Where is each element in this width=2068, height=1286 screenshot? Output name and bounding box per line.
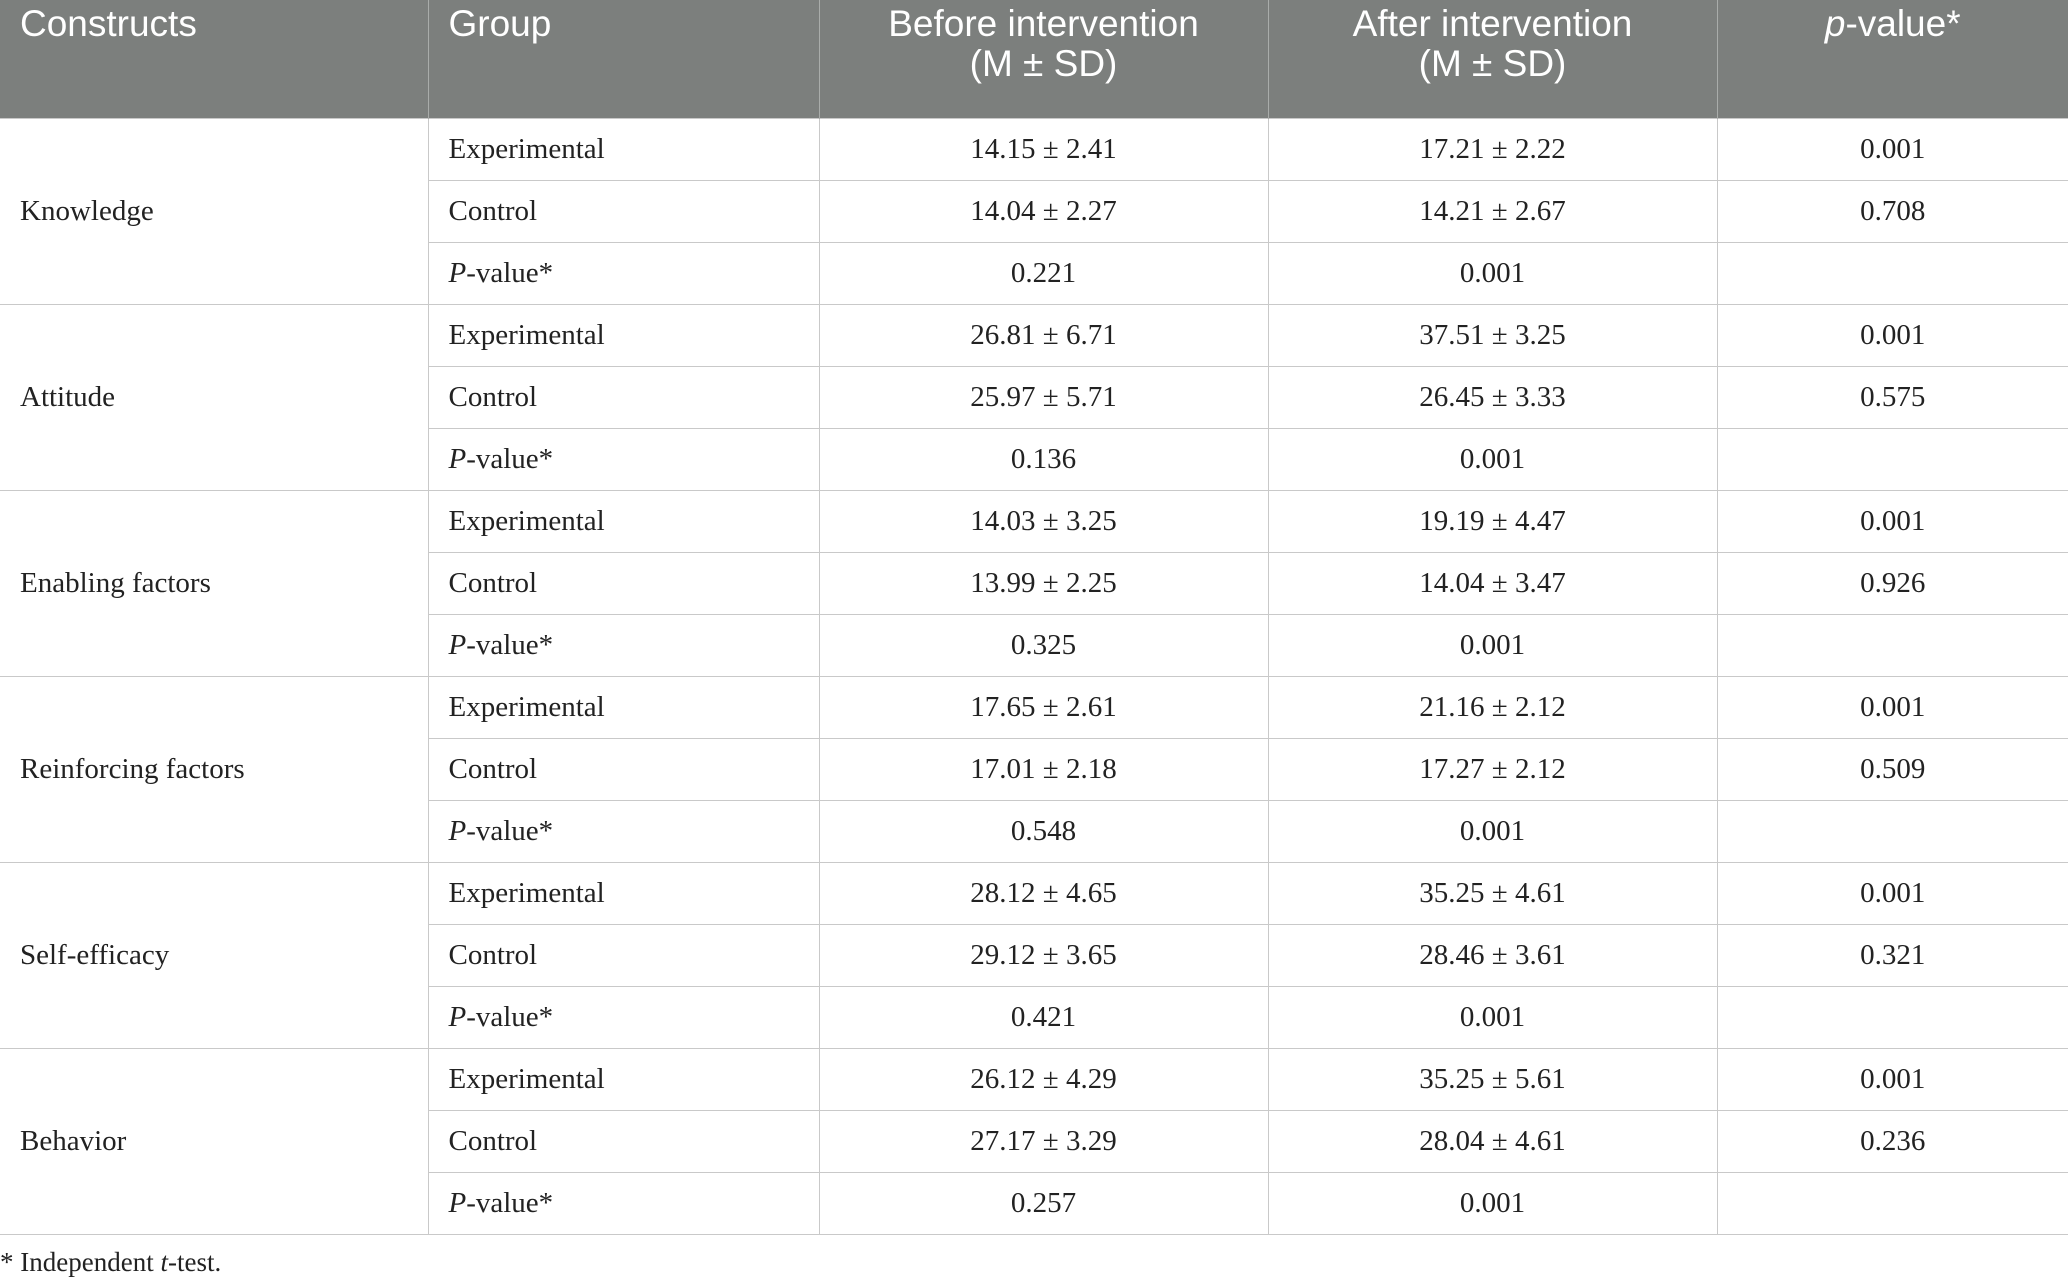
- group-p-value-label: [428, 1172, 819, 1234]
- table-row: [0, 1048, 2068, 1110]
- control-after: 28.46 ± 3.61: [1268, 924, 1717, 986]
- experimental-p-value: 0.001: [1717, 490, 2068, 552]
- between-group-p-before: 0.421: [819, 986, 1268, 1048]
- header-constructs: Constructs: [0, 0, 428, 118]
- control-after: 26.45 ± 3.33: [1268, 366, 1717, 428]
- p-value-label-italic: P: [448, 442, 467, 475]
- experimental-before: 26.12 ± 4.29: [819, 1048, 1268, 1110]
- between-group-p-after: 0.001: [1268, 800, 1717, 862]
- experimental-before: 26.81 ± 6.71: [819, 304, 1268, 366]
- construct-name: Knowledge: [0, 118, 428, 304]
- header-p-value: p-value*: [1717, 0, 2068, 118]
- between-group-p-before: 0.325: [819, 614, 1268, 676]
- experimental-after: 21.16 ± 2.12: [1268, 676, 1717, 738]
- between-group-p-before: 0.136: [819, 428, 1268, 490]
- between-group-p-before: 0.548: [819, 800, 1268, 862]
- experimental-p-value: 0.001: [1717, 676, 2068, 738]
- between-group-p-before: 0.221: [819, 242, 1268, 304]
- empty-cell: [1717, 1172, 2068, 1234]
- control-before: 27.17 ± 3.29: [819, 1110, 1268, 1172]
- between-group-p-after: 0.001: [1268, 1172, 1717, 1234]
- between-group-p-after: 0.001: [1268, 986, 1717, 1048]
- table-row: [0, 118, 2068, 180]
- construct-name: Behavior: [0, 1048, 428, 1234]
- control-p-value: 0.509: [1717, 738, 2068, 800]
- experimental-p-value: 0.001: [1717, 1048, 2068, 1110]
- group-control: Control: [428, 180, 819, 242]
- empty-cell: [1717, 242, 2068, 304]
- group-experimental: Experimental: [428, 490, 819, 552]
- group-p-value-label: [428, 242, 819, 304]
- experimental-p-value: 0.001: [1717, 118, 2068, 180]
- experimental-after: 37.51 ± 3.25: [1268, 304, 1717, 366]
- header-after-intervention: After intervention (M ± SD): [1268, 0, 1717, 118]
- group-experimental: Experimental: [428, 1048, 819, 1110]
- p-value-label-italic: P: [448, 256, 467, 289]
- experimental-after: 19.19 ± 4.47: [1268, 490, 1717, 552]
- p-value-label-rest: -value*: [466, 1186, 554, 1219]
- control-after: 14.21 ± 2.67: [1268, 180, 1717, 242]
- between-group-p-after: 0.001: [1268, 242, 1717, 304]
- experimental-after: 35.25 ± 5.61: [1268, 1048, 1717, 1110]
- group-control: Control: [428, 1110, 819, 1172]
- group-p-value-label: [428, 428, 819, 490]
- group-experimental: Experimental: [428, 304, 819, 366]
- header-row: [0, 0, 2068, 118]
- control-p-value: 0.708: [1717, 180, 2068, 242]
- between-group-p-before: 0.257: [819, 1172, 1268, 1234]
- construct-name: Self-efficacy: [0, 862, 428, 1048]
- control-p-value: 0.236: [1717, 1110, 2068, 1172]
- p-value-label-italic: P: [448, 628, 467, 661]
- control-before: 29.12 ± 3.65: [819, 924, 1268, 986]
- control-p-value: 0.575: [1717, 366, 2068, 428]
- between-group-p-after: 0.001: [1268, 614, 1717, 676]
- group-p-value-label: [428, 800, 819, 862]
- group-control: Control: [428, 924, 819, 986]
- empty-cell: [1717, 986, 2068, 1048]
- empty-cell: [1717, 428, 2068, 490]
- construct-name: Attitude: [0, 304, 428, 490]
- control-p-value: 0.321: [1717, 924, 2068, 986]
- experimental-after: 35.25 ± 4.61: [1268, 862, 1717, 924]
- group-experimental: Experimental: [428, 118, 819, 180]
- table-row: [0, 676, 2068, 738]
- between-group-p-after: 0.001: [1268, 428, 1717, 490]
- group-control: Control: [428, 552, 819, 614]
- experimental-before: 28.12 ± 4.65: [819, 862, 1268, 924]
- experimental-after: 17.21 ± 2.22: [1268, 118, 1717, 180]
- control-before: 17.01 ± 2.18: [819, 738, 1268, 800]
- p-value-label-rest: -value*: [466, 814, 554, 847]
- p-value-label-italic: P: [448, 1000, 467, 1033]
- experimental-before: 14.15 ± 2.41: [819, 118, 1268, 180]
- empty-cell: [1717, 800, 2068, 862]
- p-value-label-italic: P: [448, 814, 467, 847]
- control-after: 17.27 ± 2.12: [1268, 738, 1717, 800]
- group-control: Control: [428, 738, 819, 800]
- table-row: [0, 862, 2068, 924]
- table-row: [0, 490, 2068, 552]
- control-before: 13.99 ± 2.25: [819, 552, 1268, 614]
- control-before: 25.97 ± 5.71: [819, 366, 1268, 428]
- experimental-p-value: 0.001: [1717, 304, 2068, 366]
- header-group: Group: [428, 0, 819, 118]
- group-p-value-label: [428, 986, 819, 1048]
- header-before-intervention: Before intervention (M ± SD): [819, 0, 1268, 118]
- p-value-label-rest: -value*: [466, 628, 554, 661]
- p-value-label-rest: -value*: [466, 442, 554, 475]
- control-after: 14.04 ± 3.47: [1268, 552, 1717, 614]
- empty-cell: [1717, 614, 2068, 676]
- table-row: [0, 304, 2068, 366]
- experimental-p-value: 0.001: [1717, 862, 2068, 924]
- table-footnote: * Independent t-test.: [0, 1246, 222, 1277]
- control-after: 28.04 ± 4.61: [1268, 1110, 1717, 1172]
- control-p-value: 0.926: [1717, 552, 2068, 614]
- group-p-value-label: [428, 614, 819, 676]
- control-before: 14.04 ± 2.27: [819, 180, 1268, 242]
- experimental-before: 14.03 ± 3.25: [819, 490, 1268, 552]
- construct-name: Enabling factors: [0, 490, 428, 676]
- construct-name: Reinforcing factors: [0, 676, 428, 862]
- group-experimental: Experimental: [428, 676, 819, 738]
- p-value-label-rest: -value*: [466, 1000, 554, 1033]
- experimental-before: 17.65 ± 2.61: [819, 676, 1268, 738]
- group-experimental: Experimental: [428, 862, 819, 924]
- p-value-label-italic: P: [448, 1186, 467, 1219]
- p-value-label-rest: -value*: [466, 256, 554, 289]
- group-control: Control: [428, 366, 819, 428]
